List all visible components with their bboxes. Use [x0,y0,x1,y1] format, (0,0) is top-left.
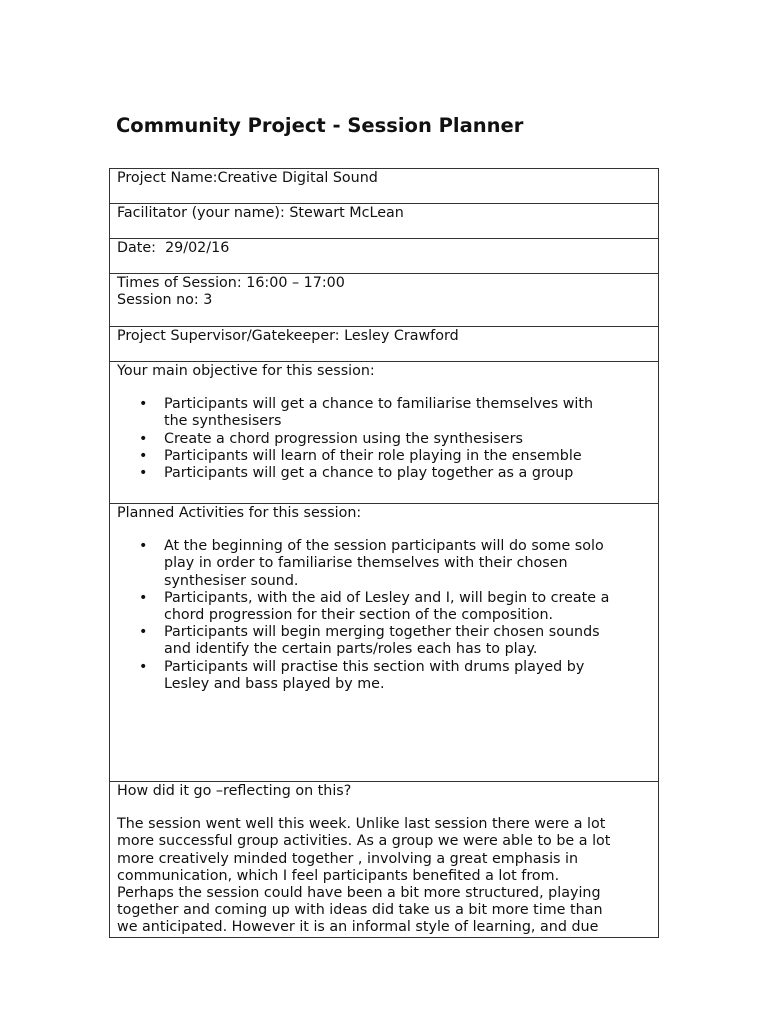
bullet-icon: • [139,589,148,606]
activities-heading: Planned Activities for this session: [117,505,362,521]
table-row [110,239,659,274]
objective-heading: Your main objective for this session: [117,363,375,379]
table-row [110,274,659,327]
reflection-line: we anticipated. However it is an informal style of learning, and due [117,919,599,936]
table-row [110,362,659,504]
bullet-icon: • [139,624,148,641]
session-number-text: Session no: 3 [117,292,213,309]
reflection-cell [110,782,659,938]
times-text: Times of Session: 16:00 – 17:00 [117,275,345,291]
list-item-text: chord progression for their section of the composition. [164,607,554,624]
reflection-line: communication, which I feel participants benefited a lot from. [117,867,560,884]
reflection-line: Perhaps the session could have been a bit more structured, playing [117,885,601,902]
bullet-icon: • [139,538,148,555]
list-item [125,465,651,482]
project-name-text: Project Name:Creative Digital Sound [117,170,378,186]
table-row [110,169,659,204]
list-item [125,624,651,658]
reflection-line: more creatively minded together , involving a great emphasis in [117,850,579,867]
activities-list [117,538,651,693]
list-item-text: Lesley and bass played by me. [164,675,385,692]
list-item-text: Participants will get a chance to play together as a group [164,465,574,482]
list-item-text: Create a chord progression using the synthesisers [164,430,523,447]
list-item-text: play in order to familiarise themselves with their chosen [164,555,568,572]
reflection-line: together and coming up with ideas did take us a bit more time than [117,902,603,919]
list-item [125,590,651,624]
list-item [125,431,651,448]
list-item [125,538,651,590]
reflection-line: more successful group activities. As a group we were able to be a lot [117,833,611,850]
supervisor-cell [110,327,659,362]
page-title: Community Project - Session Planner [116,114,524,137]
bullet-icon: • [139,447,148,464]
list-item-text: Participants will practise this section with drums played by [164,658,585,675]
list-item-text: Participants will begin merging together their chosen sounds [164,624,600,641]
supervisor-text: Project Supervisor/Gatekeeper: Lesley Crawford [117,328,459,344]
objective-cell [110,362,659,504]
list-item-text: Participants will get a chance to familiarise themselves with [164,396,594,413]
list-item-text: Participants will learn of their role playing in the ensemble [164,447,582,464]
list-item-text: At the beginning of the session participants will do some solo [164,538,604,555]
reflection-heading: How did it go –reflecting on this? [117,783,352,799]
session-planner-table [109,168,659,938]
bullet-icon: • [139,430,148,447]
list-item [125,448,651,465]
table-row [110,782,659,938]
list-item [125,659,651,693]
project-name-cell [110,169,659,204]
date-cell [110,239,659,274]
times-cell [110,274,659,327]
list-item-text: synthesiser sound. [164,572,299,589]
reflection-paragraph [117,816,651,936]
date-text: Date: 29/02/16 [117,240,230,256]
list-item-text: and identify the certain parts/roles each has to play. [164,641,538,658]
table-row [110,327,659,362]
facilitator-cell [110,204,659,239]
bullet-icon: • [139,396,148,413]
activities-cell [110,504,659,782]
reflection-line: The session went well this week. Unlike last session there were a lot [117,816,606,833]
bullet-icon: • [139,465,148,482]
table-row [110,504,659,782]
list-item-text: Participants, with the aid of Lesley and I, will begin to create a [164,589,610,606]
list-item [125,396,651,430]
bullet-icon: • [139,658,148,675]
facilitator-text: Facilitator (your name): Stewart McLean [117,205,404,221]
list-item-text: the synthesisers [164,413,282,430]
table-row [110,204,659,239]
objective-list [117,396,651,482]
